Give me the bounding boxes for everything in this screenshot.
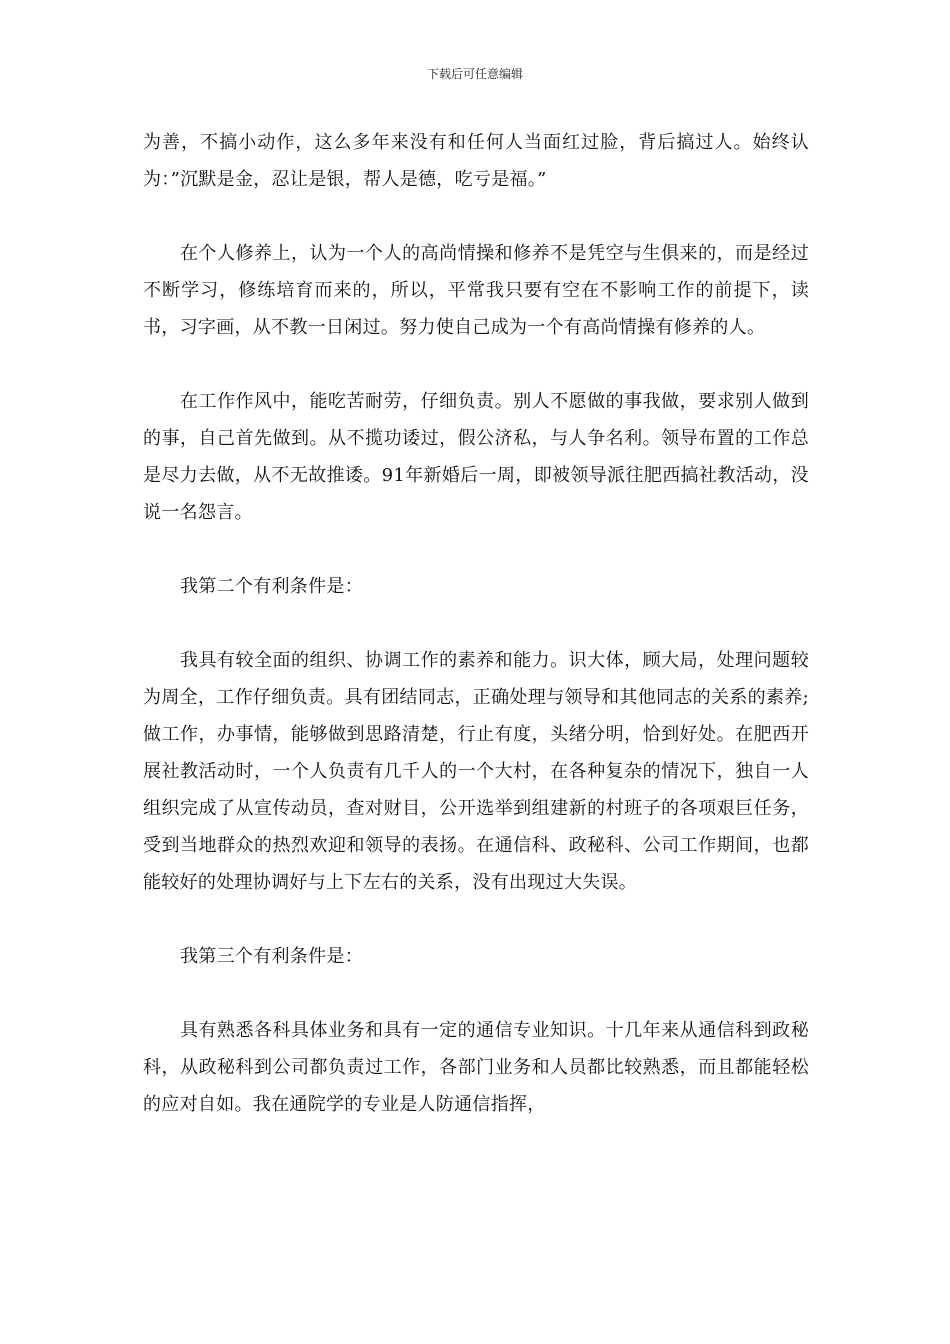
page-header: 下载后可任意编辑 [426,67,523,81]
paragraph-work-style: 在工作作风中，能吃苦耐劳，仔细负责。别人不愿做的事我做，要求别人做到的事，自己首先做到。从不揽功诿过，假公济私，与人争名利。领导布置的工作总是尽力去做，从不无故推诿。91年新婚后一周，即被领导派往肥西搞社教活动，没说一名怨言。 [143,391,809,523]
paragraph-continuation: 为善，不搞小动作，这么多年来没有和任何人当面红过脸，背后搞过人。始终认为：”沉默是金，忍让是银，帮人是德，吃亏是福。” [143,132,809,190]
paragraph-organization-ability: 我具有较全面的组织、协调工作的素养和能力。识大体，顾大局，处理问题较为周全，工作仔细负责。具有团结同志，正确处理与领导和其他同志的关系的素养;做工作，办事情，能够做到思路清楚，行止有度，头绪分明，恰到好处。在肥西开展社教活动时，一个人负责有几千人的一个大村，在各种复杂的情况下，独自一人组织完成了从宣传动员，查对财目，公开选举到组建新的村班子的各项艰巨任务，受到当地群众的热烈欢迎和领导的表扬。在通信科、政秘科、公司工作期间，也都能较好的处理协调好与上下左右的关系，没有出现过大失误。 [143,650,809,893]
paragraph-third-condition-heading: 我第三个有利条件是： [180,946,363,967]
paragraph-second-condition-heading: 我第二个有利条件是： [180,576,363,597]
paragraph-professional-knowledge: 具有熟悉各科具体业务和具有一定的通信专业知识。十几年来从通信科到政秘科，从政秘科到公司都负责过工作，各部门业务和人员都比较熟悉，而且都能轻松的应对自如。我在通院学的专业是人防通信指挥， [143,1020,809,1115]
document-body [143,124,809,1160]
paragraph-personal-cultivation: 在个人修养上，认为一个人的高尚情操和修养不是凭空与生俱来的，而是经过不断学习，修练培育而来的，所以，平常我只要有空在不影响工作的前提下，读书，习字画，从不教一日闲过。努力使自己成为一个有高尚情操有修养的人。 [143,243,809,338]
